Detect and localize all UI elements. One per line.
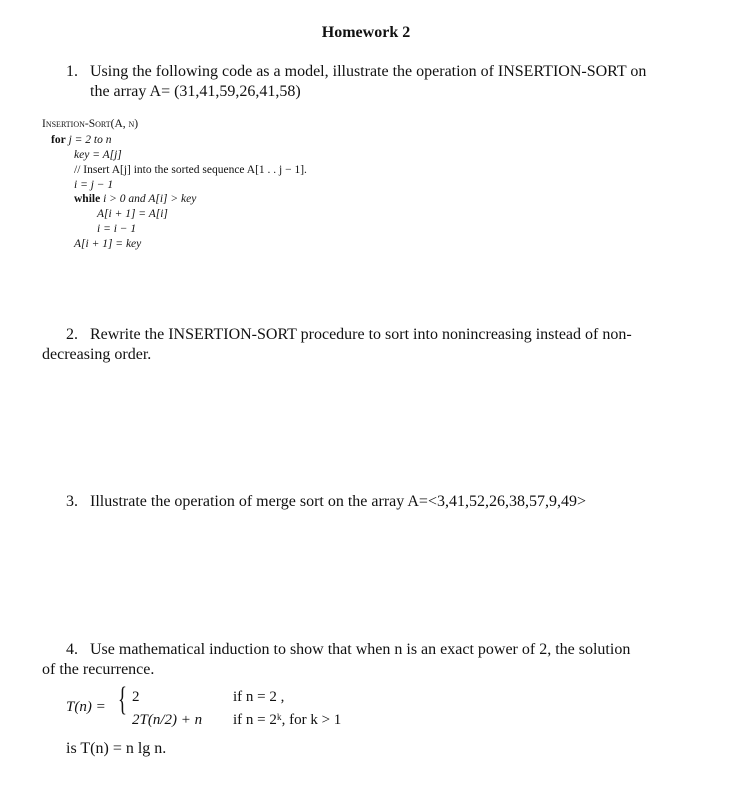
recurrence-case-2-value: 2T(n/2) + n [132, 712, 203, 728]
question-2-line-1: Rewrite the INSERTION-SORT procedure to sort into nonincreasing instead of non- [90, 326, 632, 343]
question-4-number: 4. [66, 641, 78, 658]
question-2-number: 2. [66, 326, 78, 343]
code-line-7: i = i − 1 [97, 223, 137, 235]
question-3 [66, 492, 586, 512]
question-2-line-2: decreasing order. [42, 346, 152, 363]
question-4 [66, 640, 630, 660]
code-line-5-text: i > 0 and A[i] > key [100, 193, 197, 205]
question-2 [66, 325, 632, 345]
question-3-number: 3. [66, 493, 78, 510]
code-keyword-for: for [51, 134, 66, 146]
code-line-1 [51, 133, 111, 148]
recurrence-case-2-condition: if n = 2ᵏ, for k > 1 [233, 712, 342, 728]
question-4-line-2: of the recurrence. [42, 661, 155, 678]
code-line-4: i = j − 1 [74, 179, 114, 191]
recurrence-brace: { [118, 681, 127, 718]
code-line-1-text: j = 2 to n [65, 134, 112, 146]
question-1-line-2: the array A= (31,41,59,26,41,58) [90, 83, 301, 100]
code-line-5 [74, 192, 196, 207]
recurrence-case-1-value: 2 [132, 689, 140, 705]
code-keyword-while: while [74, 193, 101, 205]
question-3-line-1: Illustrate the operation of merge sort on the array A=<3,41,52,26,38,57,9,49> [90, 493, 586, 510]
code-line-3-comment: // Insert A[j] into the sorted sequence A[1 . . j − 1]. [74, 164, 307, 176]
question-1 [66, 62, 646, 82]
recurrence-case-1-condition: if n = 2 , [233, 689, 285, 705]
question-4-line-1: Use mathematical induction to show that when n is an exact power of 2, the solution [90, 641, 631, 658]
code-line-6: A[i + 1] = A[i] [97, 208, 168, 220]
code-line-8: A[i + 1] = key [74, 238, 142, 250]
code-header: Insertion-Sort(A, n) [42, 118, 139, 130]
recurrence-lhs: T(n) = [66, 699, 106, 715]
question-1-number: 1. [66, 63, 78, 80]
recurrence-conclusion: is T(n) = n lg n. [66, 740, 167, 757]
code-line-2: key = A[j] [74, 149, 122, 161]
page-title: Homework 2 [321, 24, 411, 41]
question-1-line-1: Using the following code as a model, illustrate the operation of INSERTION-SORT on [90, 63, 647, 80]
